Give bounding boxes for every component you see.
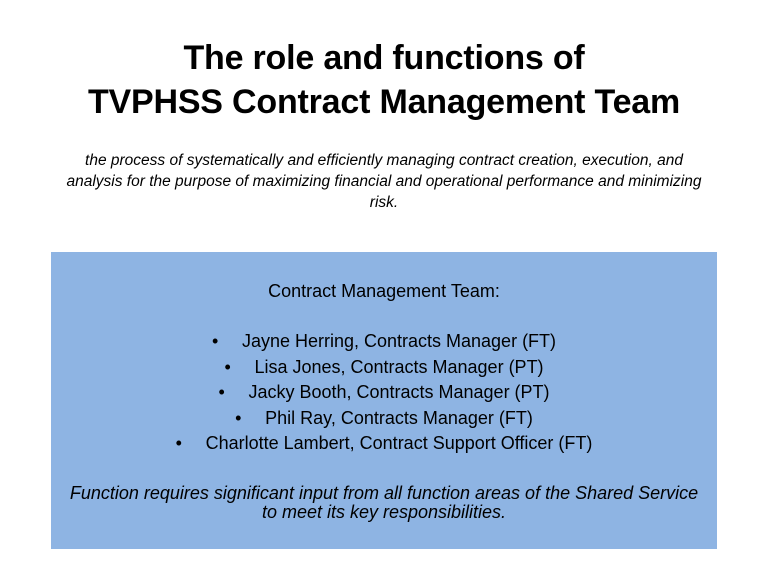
- team-member-text: Phil Ray, Contracts Manager (FT): [265, 407, 533, 428]
- slide-title: [0, 36, 768, 124]
- team-member-item: [51, 431, 717, 457]
- team-member-item: [51, 406, 717, 432]
- function-note: Function requires significant input from all function areas of the Shared Service to meet its key responsibilities.: [69, 483, 699, 522]
- bullet-icon: •: [218, 382, 225, 402]
- team-member-item: [51, 355, 717, 381]
- slide-title-line-2: TVPHSS Contract Management Team: [87, 83, 681, 121]
- bullet-icon: •: [211, 331, 219, 351]
- team-member-text: Charlotte Lambert, Contract Support Officer (FT): [205, 433, 593, 453]
- team-member-text: Lisa Jones, Contracts Manager (PT): [254, 356, 544, 377]
- bullet-icon: •: [175, 433, 182, 453]
- team-member-text: Jayne Herring, Contracts Manager (FT): [241, 331, 557, 351]
- team-info-box: [51, 252, 717, 549]
- bullet-icon: •: [224, 356, 231, 377]
- team-member-text: Jacky Booth, Contracts Manager (PT): [248, 382, 550, 402]
- team-member-list: [51, 329, 717, 457]
- team-member-item: [51, 380, 717, 406]
- team-heading: Contract Management Team:: [268, 281, 500, 301]
- team-member-item: [51, 329, 717, 355]
- slide-subtitle: the process of systematically and efficiently managing contract creation, execution, and analysis for the purpose of maximizing financial and operational performance and minimizing risk.: [66, 152, 702, 211]
- slide-title-line-1: The role and functions of: [183, 39, 585, 77]
- bullet-icon: •: [235, 407, 242, 428]
